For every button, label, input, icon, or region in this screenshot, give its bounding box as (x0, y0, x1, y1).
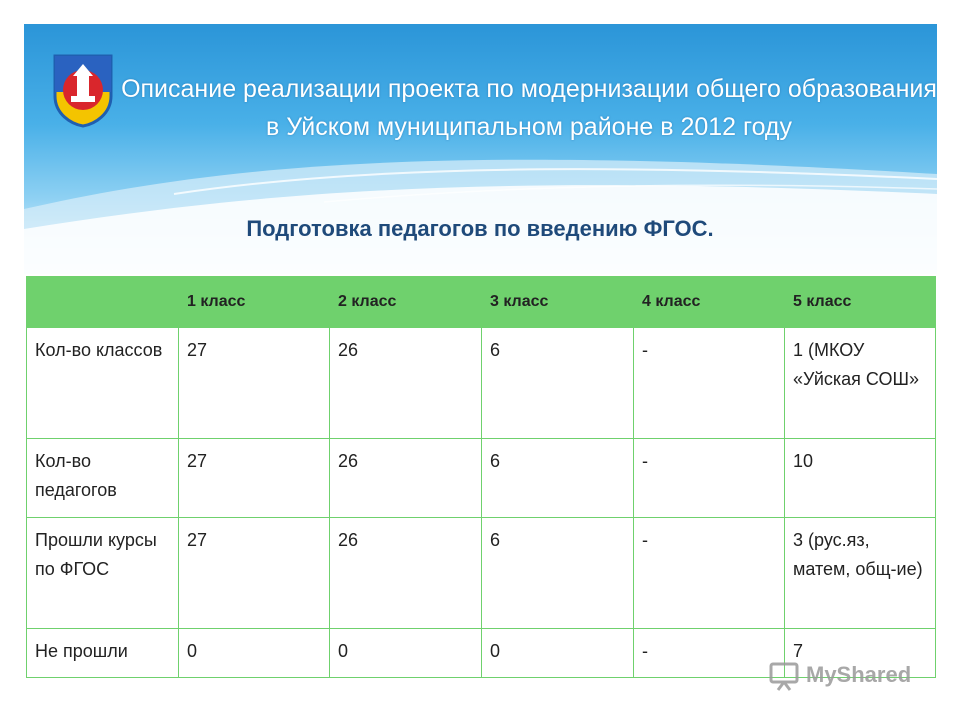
table-cell: 6 (482, 439, 634, 518)
slide-subtitle: Подготовка педагогов по введению ФГОС. (246, 216, 714, 241)
table-row (27, 439, 936, 518)
table-cell: 0 (330, 629, 482, 678)
header-cell-class-3: 3 класс (482, 277, 634, 328)
watermark (768, 656, 938, 696)
slide-title: Описание реализации проекта по модернизации общего образования в Уйском муниципальном районе в 2012 году (121, 75, 937, 141)
data-table (26, 276, 936, 678)
table-cell: 3 (рус.яз, матем, общ-ие) (785, 518, 936, 629)
table-cell: 27 (179, 518, 330, 629)
table-cell: - (634, 629, 785, 678)
table-cell: 1 (МКОУ «Уйская СОШ» (785, 328, 936, 439)
row-label: Не прошли (27, 629, 179, 678)
table-cell: 10 (785, 439, 936, 518)
table-cell: 0 (482, 629, 634, 678)
table-cell: 26 (330, 439, 482, 518)
table-cell: 6 (482, 328, 634, 439)
table-cell: - (634, 328, 785, 439)
row-label: Кол-во педагогов (27, 439, 179, 518)
table-cell: 27 (179, 439, 330, 518)
table-header-row (27, 277, 936, 328)
header-cell-class-2: 2 класс (330, 277, 482, 328)
row-label: Прошли курсы по ФГОС (27, 518, 179, 629)
table-cell: - (634, 518, 785, 629)
header-cell-class-1: 1 класс (179, 277, 330, 328)
table-cell: 26 (330, 518, 482, 629)
header-cell-empty (27, 277, 179, 328)
coat-of-arms-icon (51, 52, 115, 128)
table-row (27, 518, 936, 629)
presentation-board-icon (768, 660, 800, 692)
header-cell-class-4: 4 класс (634, 277, 785, 328)
table-cell: 6 (482, 518, 634, 629)
table-cell: 7 (785, 629, 936, 678)
table-cell: - (634, 439, 785, 518)
table-row (27, 328, 936, 439)
row-label: Кол-во классов (27, 328, 179, 439)
table-cell: 27 (179, 328, 330, 439)
table-cell: 26 (330, 328, 482, 439)
watermark-text: MyShared (806, 662, 912, 687)
table-cell: 0 (179, 629, 330, 678)
header-cell-class-5: 5 класс (785, 277, 936, 328)
